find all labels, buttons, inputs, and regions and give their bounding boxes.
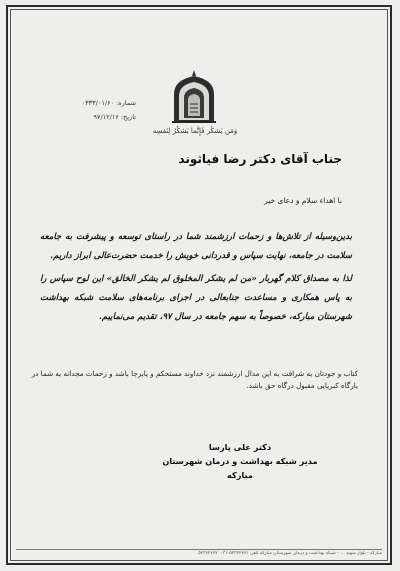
signatory-name: دکتر علی پارسا <box>208 442 272 452</box>
closing-text: کتاب و جودتان به شرافت به این مدال ارزشمند نزد خداوند مستحکم و پابرجا باشد و زحمات مجدانه به شما در بارگاه کبریایی مقبول درگاه حق باشد. <box>31 369 358 390</box>
signatory-title: مدیر شبکه بهداشت و درمان شهرستان مبارکه <box>162 456 318 480</box>
document-date: تاریخ: ۹۷/۱۲/۱۶ <box>93 113 136 121</box>
letter-body <box>40 228 352 331</box>
bottom-address-strip: مبارکه - بلوار شهید … - شبکه بهداشت و درمان شهرستان مبارکه تلفن ۵۲۳۷۲۷۷۱-۰۳۱ ‌ ۵۲۳۷۲۷۷۷ <box>198 551 382 556</box>
signature-block <box>160 440 320 482</box>
motto-text: وَمَن یَشکُر فَإِنَّما یَشکُرُ لِنَفسِه <box>152 127 238 135</box>
emblem-icon <box>166 68 222 126</box>
body-paragraph-1: بدین‌وسیله از تلاش‌ها و زحمات ارزشمند شما در راستای توسعه و پیشرفت به جامعه سلامت در جامعه، نهایت سپاس و قدردانی خویش را خدمت حضرت‌عالی ابراز داریم. <box>40 232 352 261</box>
greeting-text: با اهداء سلام و دعای خیر <box>264 196 342 205</box>
body-paragraph-2: لذا به مصداق کلام گهربار «من لم یشکر المخلوق لم یشکر الخالق» این لوح سپاس را به پاس همکاری و مساعدت جنابعالی در اجرای برنامه‌های سلامت شبکه بهداشت شهرستان مبارکه، خصوصاً به سهم جامعه در سال ۹۷، تقدیم می‌نماییم. <box>40 274 352 322</box>
document-meta <box>56 96 136 124</box>
addressee-title: جناب آقای دکتر رضا فیاثوند <box>178 152 342 166</box>
bottom-divider <box>16 549 382 550</box>
document-number: شماره: ۰۳۳۳/۰۱/۶۰ <box>81 99 136 107</box>
